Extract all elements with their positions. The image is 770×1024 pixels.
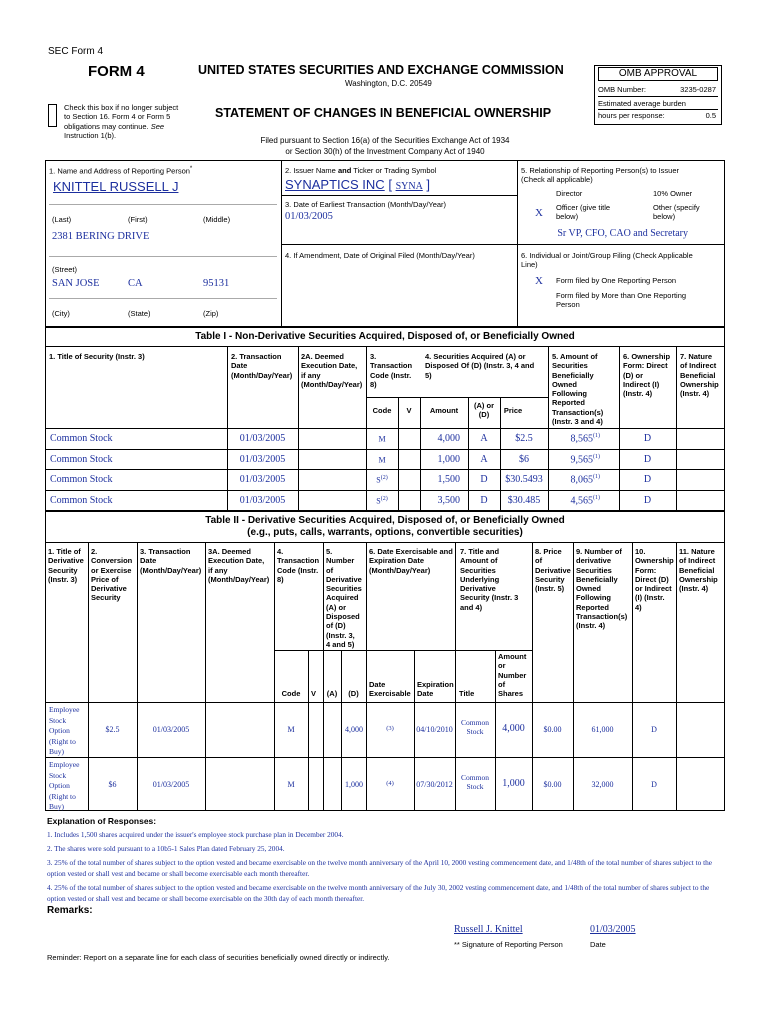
- last-label: (Last): [52, 215, 72, 224]
- state-value: CA: [128, 278, 143, 289]
- t1-h-owned: 5. Amount of Securities Beneficially Owned Following Reported Transaction(s) (Instr. 3 and 4): [552, 352, 604, 427]
- t1-cell-date: 01/03/2005: [239, 433, 286, 444]
- t1-sub-ad: (A) or (D): [474, 401, 494, 420]
- officer-title: Sr VP, CFO, CAO and Secretary: [557, 228, 688, 239]
- omb-burden-label: Estimated average burden: [598, 99, 686, 108]
- t1-cell-form: D: [643, 454, 652, 465]
- t2-cell-dprice: $0.00: [543, 725, 562, 734]
- box4-label: 4. If Amendment, Date of Original Filed (Month/Day/Year): [285, 251, 475, 260]
- t2-sub-v: V: [310, 689, 316, 698]
- t2-cell-a: 1,000: [345, 780, 363, 789]
- issuer-line: SYNAPTICS INC [ SYNA ]: [285, 177, 431, 192]
- omb-hours-label: hours per response:: [598, 111, 665, 120]
- issuer-name-link[interactable]: SYNAPTICS INC: [285, 177, 385, 192]
- t2-cell-exercisable: (4): [386, 780, 394, 787]
- t1-cell-ad: A: [480, 433, 488, 444]
- t1-cell-amount: 1,000: [437, 454, 460, 465]
- t1-sub-price: Price: [503, 406, 523, 415]
- other-label: Other (specify below): [653, 203, 700, 222]
- t1-cell-ad: D: [480, 495, 488, 506]
- explanation-note: 4. 25% of the total number of shares subject to the option vested and became exercisable on the twelve month anniversary of the July 30, 2002 vesting commencement date, and 1/48th of the total number of shares subject to the option vested or shall vest and became or shall become exercisable on the 30th day of each month thereafter.: [47, 883, 710, 903]
- commission-title: UNITED STATES SECURITIES AND EXCHANGE COMMISSION: [198, 63, 564, 77]
- t1-sub-code: Code: [372, 406, 392, 415]
- zip-value: 95131: [203, 278, 230, 289]
- t2-cell-form: D: [651, 780, 657, 789]
- t2-h-title: 1. Title of Derivative Security (Instr. 3): [48, 547, 84, 584]
- t2-h-code: 4. Transaction Code (Instr. 8): [277, 547, 320, 584]
- t2-cell-expiration: 04/10/2010: [416, 725, 453, 734]
- t2-cell-underlying-title: Common Stock: [461, 773, 489, 792]
- t1-cell-amount: 4,000: [437, 433, 460, 444]
- t2-cell-dprice: $0.00: [543, 780, 562, 789]
- t2-cell-owned: 61,000: [591, 725, 614, 734]
- box1-label: 1. Name and Address of Reporting Person*: [49, 166, 193, 176]
- box5-label: 5. Relationship of Reporting Person(s) to Issuer (Check all applicable): [521, 166, 679, 185]
- t1-cell-owned: 9,565$^{(1)}$: [570, 454, 600, 466]
- signature-name: Russell J. Knittel: [454, 924, 523, 935]
- t1-h-nature: 7. Nature of Indirect Beneficial Ownership (Instr. 4): [680, 352, 719, 399]
- t1-cell-owned: 8,565$^{(1)}$: [570, 433, 600, 445]
- remarks-title: Remarks:: [47, 905, 93, 916]
- box6-label: 6. Individual or Joint/Group Filing (Check Applicable Line): [521, 251, 693, 270]
- reminder-text: Reminder: Report on a separate line for each class of securities beneficially owned directly or indirectly.: [47, 953, 390, 962]
- box3-label: 3. Date of Earliest Transaction (Month/Day/Year): [285, 200, 447, 209]
- city-value: SAN JOSE: [52, 278, 100, 289]
- explanation-title: Explanation of Responses:: [47, 816, 157, 826]
- street-value: 2381 BERING DRIVE: [52, 231, 150, 242]
- omb-title: OMB APPROVAL: [598, 67, 718, 81]
- t1-cell-date: 01/03/2005: [239, 495, 286, 506]
- t2-h-number: 5. Number of Derivative Securities Acquired (A) or Disposed of (D) (Instr. 3, 4 and 5): [326, 547, 362, 649]
- filed-pursuant: Filed pursuant to Section 16(a) of the Securities Exchange Act of 1934 or Section 30(h) of the Investment Company Act of 1940: [260, 136, 510, 156]
- t2-cell-price: $2.5: [105, 725, 120, 734]
- signature-label: ** Signature of Reporting Person: [454, 940, 563, 949]
- t2-h-exercisable: 6. Date Exercisable and Expiration Date (Month/Day/Year): [369, 547, 453, 575]
- t2-cell-date: 01/03/2005: [152, 725, 190, 734]
- t1-cell-date: 01/03/2005: [239, 454, 286, 465]
- t2-sub-d: (D): [348, 689, 359, 698]
- t2-sub-expiration: Expiration Date: [417, 680, 454, 699]
- sec-form-label: SEC Form 4: [48, 46, 104, 57]
- t2-cell-expiration: 07/30/2012: [416, 780, 453, 789]
- t2-sub-a: (A): [326, 689, 338, 698]
- checkbox-instruction: Check this box if no longer subject to Section 16. Form 4 or Form 5 obligations may continue. See Instruction 1(b).: [64, 103, 179, 140]
- t1-cell-code: $S^{(2)}$: [376, 496, 388, 506]
- t1-cell-form: D: [643, 474, 652, 485]
- t1-cell-owned: 8,065$^{(1)}$: [570, 474, 600, 486]
- t1-cell-price: $2.5: [515, 433, 533, 444]
- street-label: (Street): [52, 265, 78, 274]
- explanation-list: [47, 829, 727, 904]
- t2-cell-a: 4,000: [345, 725, 363, 734]
- t1-cell-amount: 1,500: [437, 474, 460, 485]
- t2-h-owned: 9. Number of derivative Securities Beneficially Owned Following Reported Transaction(s) (Instr. 4): [576, 547, 628, 631]
- t1-cell-title: Common Stock: [50, 433, 113, 444]
- zip-label: (Zip): [203, 309, 219, 318]
- signature-date: 01/03/2005: [590, 924, 636, 935]
- table1-title: Table I - Non-Derivative Securities Acquired, Disposed of, or Beneficially Owned: [195, 331, 575, 342]
- t2-h-date: 3. Transaction Date (Month/Day/Year): [140, 547, 202, 575]
- middle-label: (Middle): [203, 215, 231, 224]
- ticker-link[interactable]: SYNA: [395, 181, 423, 192]
- t2-h-underlying: 7. Title and Amount of Securities Underlying Derivative Security (Instr. 3 and 4): [460, 547, 519, 612]
- t1-cell-amount: 3,500: [437, 495, 460, 506]
- statement-title: STATEMENT OF CHANGES IN BENEFICIAL OWNERSHIP: [215, 106, 552, 120]
- explanation-note: 2. The shares were sold pursuant to a 10b5-1 Sales Plan dated February 25, 2004.: [47, 844, 285, 853]
- t2-h-deemed: 3A. Deemed Execution Date, if any (Month/Day/Year): [208, 547, 270, 584]
- t1-cell-ad: A: [480, 454, 488, 465]
- omb-number: 3235-0287: [680, 85, 716, 94]
- t1-cell-price: $30.485: [507, 495, 541, 506]
- t2-cell-underlying-amount: 1,000: [502, 778, 525, 789]
- t1-cell-form: D: [643, 433, 652, 444]
- t1-h-title: 1. Title of Security (Instr. 3): [49, 352, 145, 361]
- explanation-note: 1. Includes 1,500 shares acquired under the issuer's employee stock purchase plan in December 2004.: [47, 830, 344, 839]
- t1-cell-title: Common Stock: [50, 495, 113, 506]
- t2-h-form: 10. Ownership Form: Direct (D) or Indirect (I) (Instr. 4): [635, 547, 674, 612]
- t1-h-acquired: 4. Securities Acquired (A) or Disposed Of (D) (Instr. 3, 4 and 5): [425, 352, 535, 380]
- t1-h-deemed: 2A. Deemed Execution Date, if any (Month/Day/Year): [301, 352, 363, 389]
- t1-cell-date: 01/03/2005: [239, 474, 286, 485]
- t1-cell-code: M: [378, 434, 386, 444]
- t2-sub-code: Code: [281, 689, 301, 698]
- t1-h-code: 3. Transaction Code (Instr. 8): [370, 352, 413, 389]
- officer-label: Officer (give title below): [556, 203, 611, 222]
- one-person-label: Form filed by One Reporting Person: [556, 276, 677, 285]
- earliest-transaction-date: 01/03/2005: [285, 211, 333, 222]
- t2-cell-code: M: [287, 725, 295, 734]
- t2-sub-title: Title: [459, 689, 475, 698]
- box2-label: 2. Issuer Name and Ticker or Trading Symbol: [285, 166, 437, 175]
- t2-cell-underlying-title: Common Stock: [461, 718, 489, 737]
- t2-h-price: 8. Price of Derivative Security (Instr. 5): [535, 547, 571, 594]
- t2-cell-date: 01/03/2005: [152, 780, 190, 789]
- more-person-label: Form filed by More than One Reporting Person: [556, 291, 687, 310]
- t2-sub-amount: Amount or Number of Shares: [498, 652, 527, 699]
- t1-cell-title: Common Stock: [50, 454, 113, 465]
- omb-number-label: OMB Number:: [598, 85, 646, 94]
- t1-h-date: 2. Transaction Date (Month/Day/Year): [231, 352, 293, 380]
- ten-pct-owner-label: 10% Owner: [653, 189, 693, 198]
- form-title: FORM 4: [88, 63, 145, 80]
- t2-cell-price: $6: [108, 780, 117, 789]
- date-label: Date: [590, 940, 606, 949]
- t1-sub-amount: Amount: [429, 406, 459, 415]
- t2-cell-owned: 32,000: [591, 780, 614, 789]
- t1-cell-form: D: [643, 495, 652, 506]
- t1-cell-code: $S^{(2)}$: [376, 475, 388, 485]
- t2-cell-form: D: [651, 725, 657, 734]
- omb-hours: 0.5: [705, 111, 716, 120]
- t2-sub-exercisable: Date Exercisable: [369, 680, 411, 699]
- t2-h-conversion: 2. Conversion or Exercise Price of Derivative Security: [91, 547, 133, 603]
- t1-cell-ad: D: [480, 474, 488, 485]
- t2-cell-title: Employee Stock Option (Right to Buy): [49, 760, 80, 811]
- officer-check: X: [535, 207, 543, 219]
- city-label: (City): [52, 309, 70, 318]
- t1-cell-price: $30.5493: [505, 474, 543, 485]
- t2-cell-title: Employee Stock Option (Right to Buy): [49, 705, 80, 756]
- one-person-check: X: [535, 275, 543, 287]
- state-label: (State): [128, 309, 151, 318]
- first-label: (First): [128, 215, 148, 224]
- reporting-person-name[interactable]: KNITTEL RUSSELL J: [53, 179, 179, 194]
- t1-cell-owned: 4,565$^{(1)}$: [570, 495, 600, 507]
- t2-cell-underlying-amount: 4,000: [502, 723, 525, 734]
- t1-cell-price: $6: [519, 454, 529, 465]
- explanation-note: 3. 25% of the total number of shares subject to the option vested and became exercisable on the twelve month anniversary of the April 10, 2000 vesting commencement date, and 1/48th of the total number of shares subject to the option vested or shall vest and became or shall become exercisable each month thereafter.: [47, 858, 713, 878]
- t2-cell-exercisable: (3): [386, 725, 394, 732]
- director-label: Director: [556, 189, 583, 198]
- t2-h-nature: 11. Nature of Indirect Beneficial Ownership (Instr. 4): [679, 547, 718, 594]
- t1-cell-code: M: [378, 455, 386, 465]
- t1-h-form: 6. Ownership Form: Direct (D) or Indirect (I) (Instr. 4): [623, 352, 671, 399]
- t2-cell-code: M: [287, 780, 295, 789]
- t1-cell-title: Common Stock: [50, 474, 113, 485]
- table2-title: Table II - Derivative Securities Acquired, Disposed of, or Beneficially Owned (e.g., puts, calls, warrants, options, convertible securities): [205, 515, 565, 538]
- t1-sub-v: V: [406, 406, 412, 415]
- commission-city: Washington, D.C. 20549: [345, 79, 432, 88]
- no-longer-subject-checkbox[interactable]: [48, 104, 57, 127]
